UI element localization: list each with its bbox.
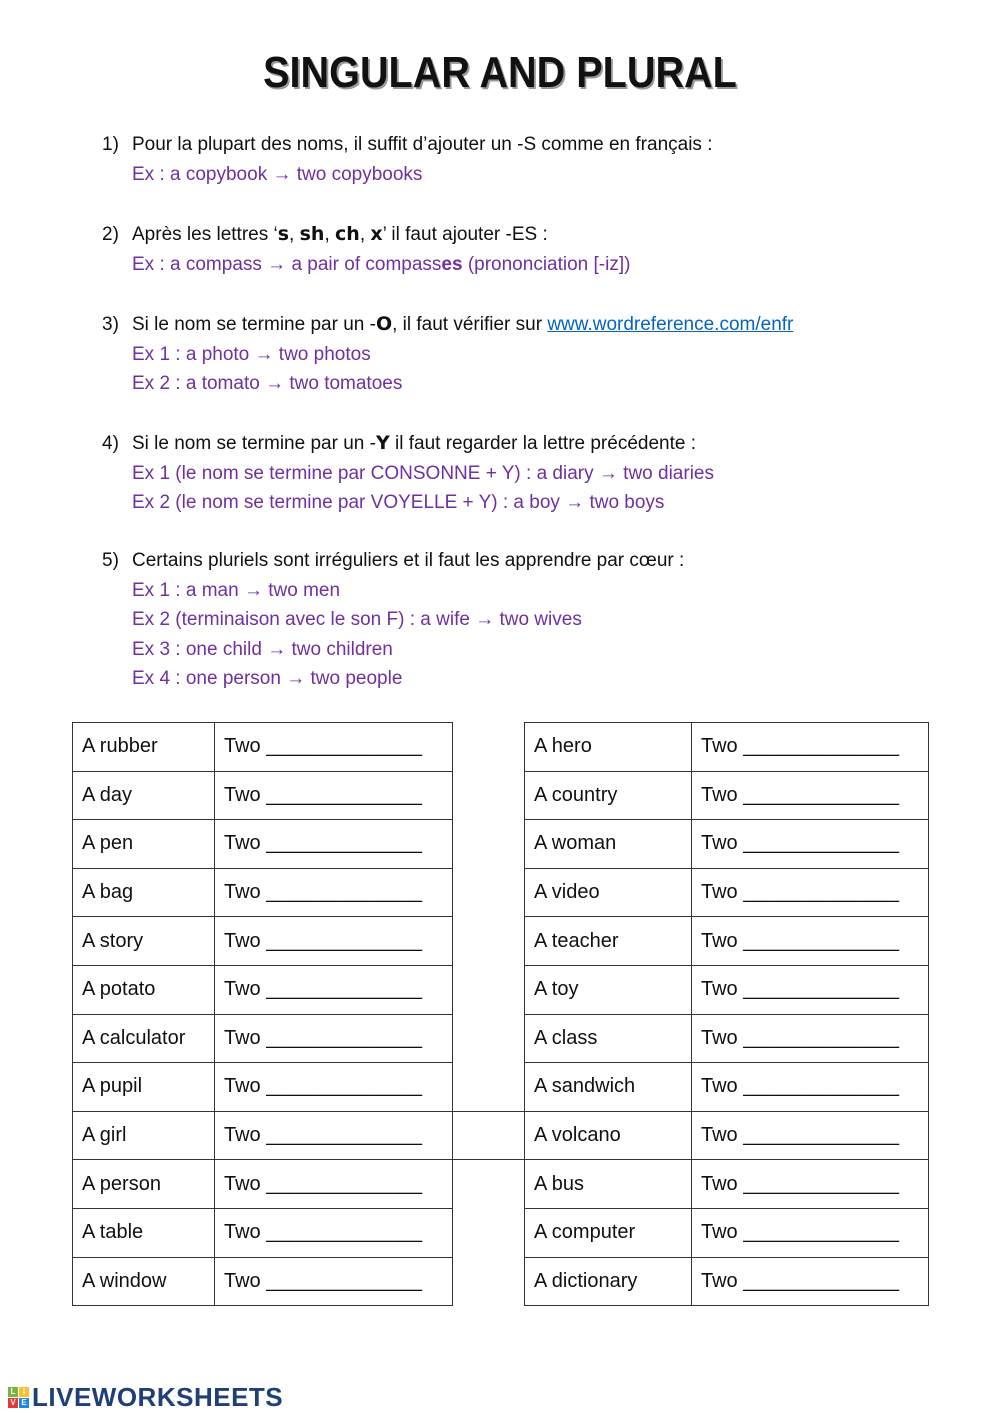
letter-bold: s <box>277 223 290 245</box>
plural-answer[interactable]: Two ______________ <box>692 723 929 772</box>
singular-word: A potato <box>73 965 215 1014</box>
table-row <box>73 723 929 772</box>
rule-text: il faut regarder la lettre précédente : <box>389 433 697 454</box>
table-row <box>73 1063 929 1112</box>
singular-word: A computer <box>525 1208 692 1257</box>
plural-answer[interactable]: Two ______________ <box>215 1257 453 1306</box>
letter-bold: sh <box>299 223 325 245</box>
plural-answer[interactable]: Two ______________ <box>692 868 929 917</box>
singular-word: A calculator <box>73 1014 215 1063</box>
spacer-cell <box>453 868 525 917</box>
singular-word: A country <box>525 771 692 820</box>
exercise-table <box>72 722 929 1306</box>
rule-number: 1) <box>102 134 119 155</box>
singular-word: A window <box>73 1257 215 1306</box>
singular-word: A story <box>73 917 215 966</box>
plural-answer[interactable]: Two ______________ <box>215 1111 453 1160</box>
plural-answer[interactable]: Two ______________ <box>692 965 929 1014</box>
plural-answer[interactable]: Two ______________ <box>215 1014 453 1063</box>
plural-answer[interactable]: Two ______________ <box>692 1208 929 1257</box>
rule-4 <box>102 429 714 518</box>
rule-text: Si le nom se termine par un - <box>132 314 376 335</box>
plural-answer[interactable]: Two ______________ <box>215 820 453 869</box>
example: Ex : a copybook → two copybooks <box>132 163 423 185</box>
plural-answer[interactable]: Two ______________ <box>215 1063 453 1112</box>
singular-word: A pupil <box>73 1063 215 1112</box>
singular-word: A table <box>73 1208 215 1257</box>
plural-answer[interactable]: Two ______________ <box>692 1063 929 1112</box>
plural-answer[interactable]: Two ______________ <box>692 1111 929 1160</box>
wordreference-link[interactable]: www.wordreference.com/enfr <box>547 314 794 335</box>
singular-word: A volcano <box>525 1111 692 1160</box>
singular-word: A hero <box>525 723 692 772</box>
rule-5 <box>102 546 684 694</box>
rule-text: ’ il faut ajouter -ES : <box>382 224 548 245</box>
letter-bold: O <box>375 313 393 335</box>
spacer-cell <box>453 1111 525 1160</box>
plural-answer[interactable]: Two ______________ <box>215 868 453 917</box>
table-row <box>73 965 929 1014</box>
spacer-cell <box>453 820 525 869</box>
example: Ex 3 : one child → two children <box>132 638 393 660</box>
spacer-cell <box>453 1160 525 1209</box>
spacer-cell <box>453 1014 525 1063</box>
plural-answer[interactable]: Two ______________ <box>215 965 453 1014</box>
singular-word: A girl <box>73 1111 215 1160</box>
rule-number: 3) <box>102 314 119 335</box>
rule-text: , il faut vérifier sur <box>392 314 548 335</box>
singular-word: A bag <box>73 868 215 917</box>
spacer-cell <box>453 1063 525 1112</box>
example-text: Ex : a compass → a pair of compass <box>132 253 442 275</box>
spacer-cell <box>453 917 525 966</box>
example: Ex 2 : a tomato → two tomatoes <box>132 373 403 394</box>
letter-bold: x <box>370 223 383 245</box>
table-row <box>73 1111 929 1160</box>
plural-answer[interactable]: Two ______________ <box>215 1160 453 1209</box>
singular-word: A day <box>73 771 215 820</box>
singular-word: A class <box>525 1014 692 1063</box>
example: Ex 2 (le nom se termine par VOYELLE + Y) : a boy → two boys <box>132 492 665 513</box>
spacer-cell <box>453 723 525 772</box>
rule-text: Certains pluriels sont irréguliers et il faut les apprendre par cœur : <box>132 550 685 571</box>
table-row <box>73 1014 929 1063</box>
singular-word: A woman <box>525 820 692 869</box>
plural-answer[interactable]: Two ______________ <box>215 1208 453 1257</box>
table-row <box>73 1208 929 1257</box>
example: Ex 4 : one person → two people <box>132 668 403 689</box>
example-bold: es <box>441 253 463 275</box>
table-row <box>73 771 929 820</box>
rule-number: 5) <box>102 550 119 571</box>
rule-3 <box>102 310 793 399</box>
spacer-cell <box>453 1257 525 1306</box>
table-row <box>73 1257 929 1306</box>
rule-text: Pour la plupart des noms, il suffit d’ajouter un -S comme en français : <box>132 134 713 155</box>
example <box>102 250 630 280</box>
singular-word: A bus <box>525 1160 692 1209</box>
plural-answer[interactable]: Two ______________ <box>215 917 453 966</box>
plural-answer[interactable]: Two ______________ <box>215 723 453 772</box>
rule-1 <box>102 130 712 189</box>
rule-text: Après les lettres ‘ <box>132 224 278 245</box>
plural-answer[interactable]: Two ______________ <box>215 771 453 820</box>
table-row <box>73 868 929 917</box>
spacer-cell <box>453 1208 525 1257</box>
logo-icon: L I V E <box>8 1387 29 1408</box>
example: Ex 1 : a photo → two photos <box>132 343 371 365</box>
rule-2: 2) Après les lettres ‘s, sh, ch, x’ il faut ajouter -ES : Ex : a compass → a pair of compasses (prononciation [-iz]) <box>102 220 630 279</box>
example-text: (prononciation [-iz]) <box>462 253 631 275</box>
rule-number: 4) <box>102 433 119 454</box>
example: Ex 1 : a man → two men <box>132 579 341 601</box>
plural-answer[interactable]: Two ______________ <box>692 1014 929 1063</box>
singular-word: A toy <box>525 965 692 1014</box>
rule-text: Si le nom se termine par un - <box>132 433 376 454</box>
example: Ex 2 (terminaison avec le son F) : a wife → two wives <box>132 609 582 630</box>
letter-bold: ch <box>335 223 360 245</box>
singular-word: A video <box>525 868 692 917</box>
singular-word: A teacher <box>525 917 692 966</box>
singular-word: A pen <box>73 820 215 869</box>
table-row <box>73 1160 929 1209</box>
plural-answer[interactable]: Two ______________ <box>692 1257 929 1306</box>
liveworksheets-logo: L I V E LIVEWORKSHEETS <box>8 1382 283 1413</box>
plural-answer[interactable]: Two ______________ <box>692 1160 929 1209</box>
plural-answer[interactable]: Two ______________ <box>692 917 929 966</box>
singular-word: A person <box>73 1160 215 1209</box>
singular-word: A rubber <box>73 723 215 772</box>
plural-answer[interactable]: Two ______________ <box>692 771 929 820</box>
table-row <box>73 820 929 869</box>
letter-bold: Y <box>375 432 390 454</box>
rule-number: 2) <box>102 224 119 245</box>
example: Ex 1 (le nom se termine par CONSONNE + Y) : a diary → two diaries <box>132 462 714 484</box>
spacer-cell <box>453 965 525 1014</box>
plural-answer[interactable]: Two ______________ <box>692 820 929 869</box>
spacer-cell <box>453 771 525 820</box>
singular-word: A dictionary <box>525 1257 692 1306</box>
table-row <box>73 917 929 966</box>
singular-word: A sandwich <box>525 1063 692 1112</box>
page-title: SINGULAR AND PLURAL <box>263 48 737 97</box>
